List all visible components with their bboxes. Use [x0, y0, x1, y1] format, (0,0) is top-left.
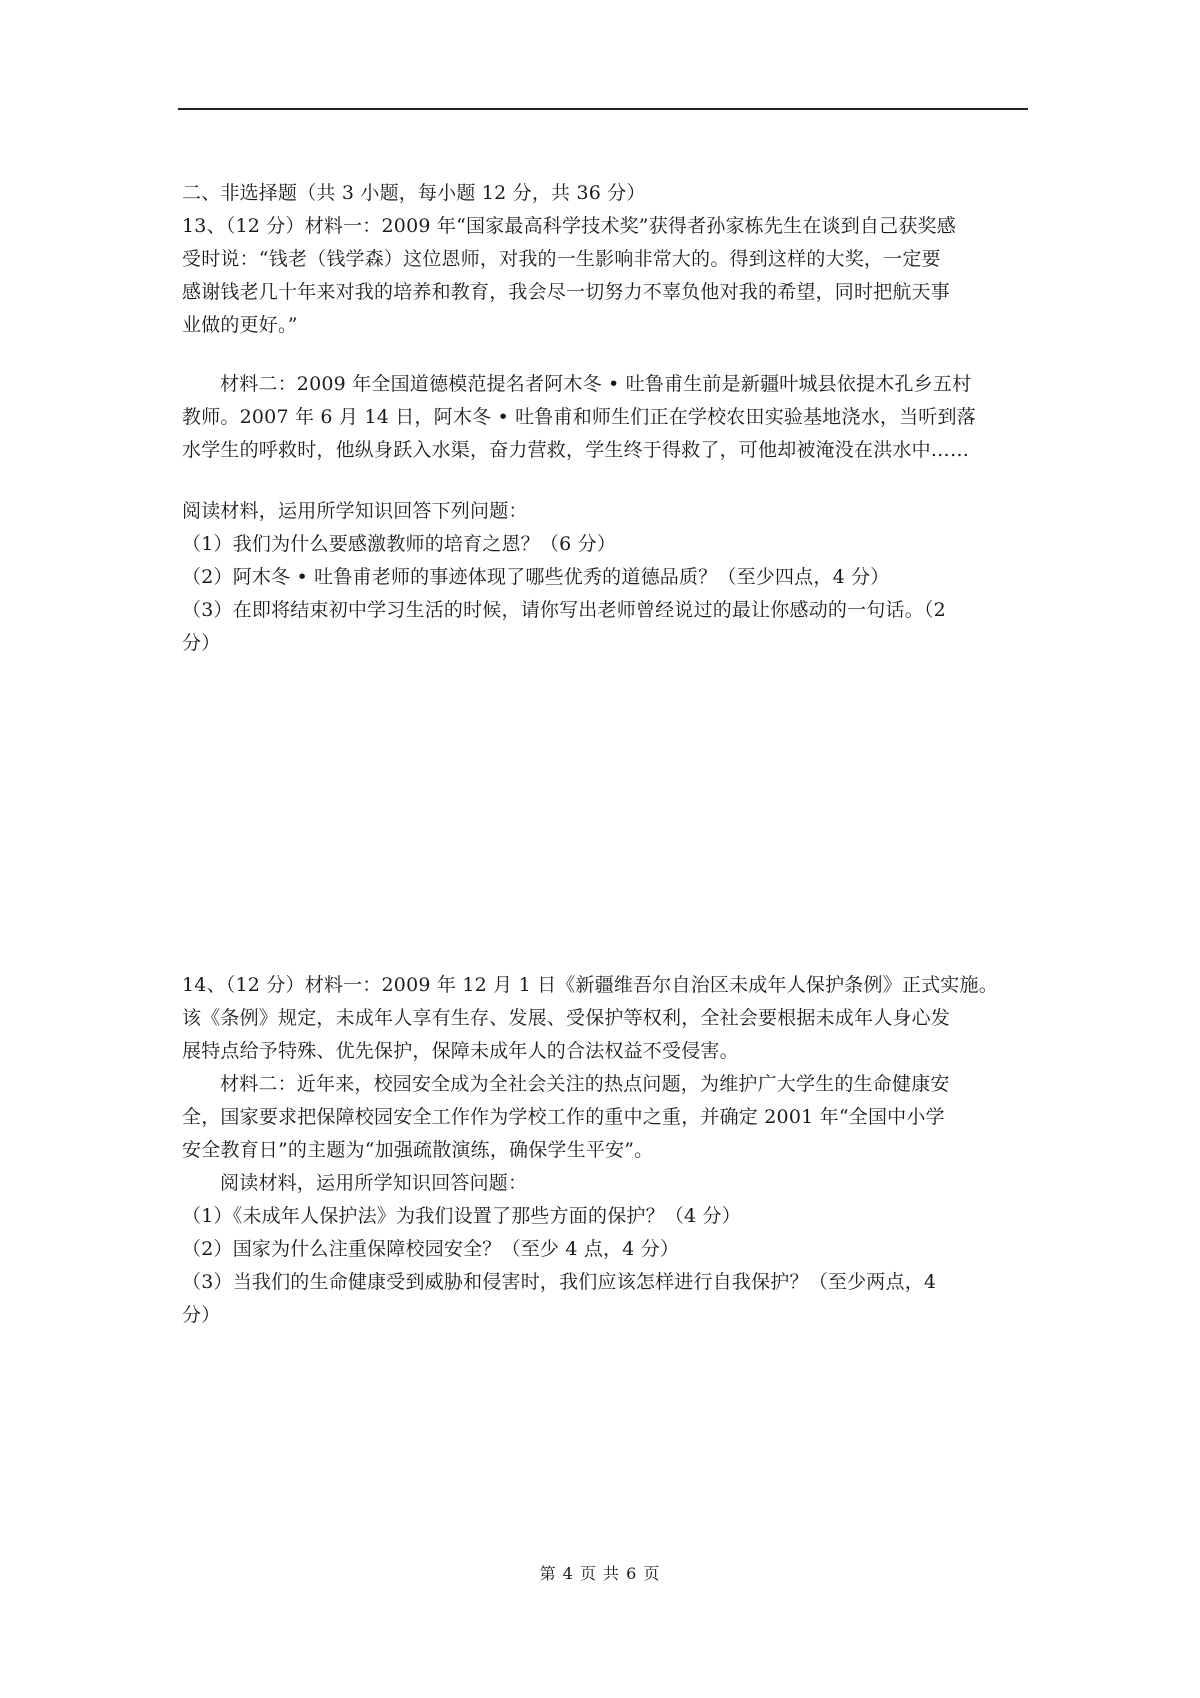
section-heading: 二、非选择题（共 3 小题，每小题 12 分，共 36 分） [182, 182, 646, 204]
q14-block [182, 969, 1024, 1332]
q14-question: （3）当我们的生命健康受到威胁和侵害时，我们应该怎样进行自我保护？（至少两点，4 [182, 1271, 937, 1293]
q13-block-material1 [182, 177, 1024, 342]
q13-material2-line: 材料二：2009 年全国道德模范提名者阿木冬 • 吐鲁甫生前是新疆叶城县依提木孔乡五村 [220, 373, 972, 395]
q13-material2-line: 教师。2007 年 6 月 14 日，阿木冬 • 吐鲁甫和师生们正在学校农田实验基地浇水，当听到落 [182, 406, 976, 428]
q14-material2-line: 材料二：近年来，校园安全成为全社会关注的热点问题，为维护广大学生的生命健康安 [220, 1073, 950, 1095]
q14-material1-line: 该《条例》规定，未成年人享有生存、发展、受保护等权利，全社会要根据未成年人身心发 [182, 1007, 951, 1029]
q13-block-questions [182, 495, 1024, 660]
q14-material2-line: 全，国家要求把保障校园安全工作作为学校工作的重中之重，并确定 2001 年“全国中小学 [182, 1106, 945, 1128]
q13-material1-line: 受时说：“钱老（钱学森）这位恩师，对我的一生影响非常大的。得到这样的大奖，一定要 [182, 248, 941, 270]
q14-material1-line: 14、（12 分）材料一：2009 年 12 月 1 日《新疆维吾尔自治区未成年人保护条例》正式实施。 [182, 974, 998, 996]
q13-block-material2 [182, 368, 1024, 467]
q14-material2-line: 安全教育日”的主题为“加强疏散演练，确保学生平安”。 [182, 1139, 654, 1161]
q13-material1-line: 感谢钱老几十年来对我的培养和教育，我会尽一切努力不辜负他对我的希望，同时把航天事 [182, 281, 951, 303]
q13-material1-line: 业做的更好。” [182, 314, 298, 336]
q14-prompt: 阅读材料，运用所学知识回答问题： [220, 1172, 528, 1194]
q13-question: （2）阿木冬 • 吐鲁甫老师的事迹体现了哪些优秀的道德品质？（至少四点，4 分） [182, 566, 890, 588]
q14-question: （1）《未成年人保护法》为我们设置了那些方面的保护？（4 分） [182, 1205, 741, 1227]
q13-question: 分） [182, 632, 221, 654]
page-footer: 第 4 页 共 6 页 [539, 1564, 661, 1583]
q14-question: 分） [182, 1304, 221, 1326]
q14-question: （2）国家为什么注重保障校园安全？（至少 4 点，4 分） [182, 1238, 680, 1260]
header-rule [178, 108, 1028, 110]
q14-material1-line: 展特点给予特殊、优先保护，保障未成年人的合法权益不受侵害。 [182, 1040, 739, 1062]
q13-material2-line: 水学生的呼救时，他纵身跃入水渠，奋力营救，学生终于得救了，可他却被淹没在洪水中…… [182, 439, 970, 461]
q13-prompt: 阅读材料，运用所学知识回答下列问题： [182, 500, 528, 522]
q13-question: （3）在即将结束初中学习生活的时候，请你写出老师曾经说过的最让你感动的一句话。（2 [182, 599, 946, 621]
q13-material1-line: 13、（12 分）材料一：2009 年“国家最高科学技术奖”获得者孙家栋先生在谈到自己获奖感 [182, 215, 956, 237]
q13-question: （1）我们为什么要感激教师的培育之恩？（6 分） [182, 533, 617, 555]
